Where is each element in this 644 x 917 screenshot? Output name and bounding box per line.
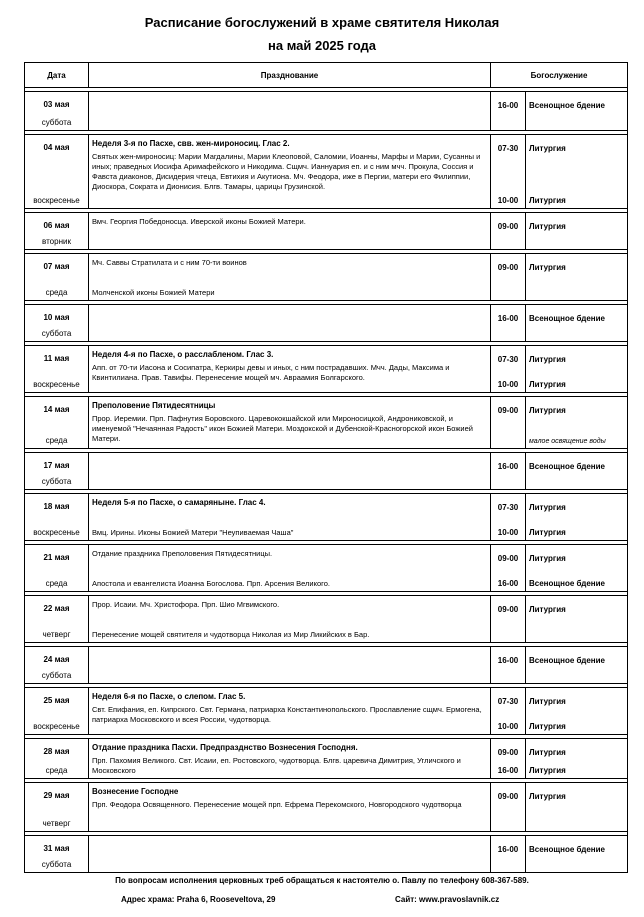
service-name: Всенощное бдение: [529, 845, 606, 854]
date: 17 мая: [43, 461, 70, 470]
service-name: Литургия: [529, 503, 566, 512]
date: 03 мая: [43, 100, 70, 109]
service-name: Литургия: [529, 554, 566, 563]
service-time-2: 16-00: [497, 766, 519, 775]
service-time: 09-00: [497, 792, 519, 801]
feast-text: Апп. от 70-ти Иасона и Сосипатра, Керкиры девы и иных, с ним пострадавших. Мчч. Дады, Максима и Квинтилиана. Прав. Тавифы. Перенесение мощей мч. Авраамия Болгарского.: [92, 363, 450, 382]
service-name: Литургия: [529, 263, 566, 272]
service-cell: [526, 494, 628, 541]
weekday: воскресенье: [33, 528, 80, 537]
service-name: Всенощное бдение: [529, 314, 606, 323]
time-cell: [491, 783, 526, 832]
feast-cell: [89, 453, 491, 490]
time-cell: [491, 92, 526, 131]
table-header-row: [25, 63, 628, 88]
feast-cell: [89, 739, 491, 779]
date: 04 мая: [43, 143, 70, 152]
service-name-2: Литургия: [529, 380, 566, 389]
table-row: [25, 305, 628, 342]
service-cell: [526, 596, 628, 643]
page-title: Расписание богослужений в храме святителя Николая: [144, 15, 500, 30]
column-header-feast: Празднование: [89, 63, 491, 88]
schedule-body: [25, 88, 628, 873]
time-cell: [491, 494, 526, 541]
date-cell: [25, 739, 89, 779]
service-cell: [526, 647, 628, 684]
feast-title: Неделя 4-я по Пасхе, о расслабленом. Глас 3.: [92, 350, 274, 359]
feast-cell: [89, 305, 491, 342]
service-time-2: 10-00: [497, 722, 519, 731]
table-row: [25, 596, 628, 643]
service-cell: [526, 305, 628, 342]
service-time: 09-00: [497, 554, 519, 563]
date: 11 мая: [43, 354, 70, 363]
date: 24 мая: [43, 655, 70, 664]
service-name: Всенощное бдение: [529, 101, 606, 110]
service-time: 16-00: [497, 314, 519, 323]
footer-site: Сайт: www.pravoslavnik.cz: [395, 895, 500, 904]
date-cell: [25, 397, 89, 449]
feast-title: Преполовение Пятидесятницы: [92, 401, 216, 410]
feast-cell: [89, 346, 491, 393]
date-cell: [25, 346, 89, 393]
service-name-2: Литургия: [529, 766, 566, 775]
service-time-2: 10-00: [497, 196, 519, 205]
service-time: 16-00: [497, 656, 519, 665]
table-row: [25, 254, 628, 301]
feast-text: Святых жен-мироносиц: Марии Магдалины, Марии Клеоповой, Саломии, Иоанны, Марфы и Марии, Сусанны и иных; праведных Иосифа Аримафейского и Никодима. Сщмч. Ианнуария еп. и с ним мчч. Прокула, Соссия и Фавста диаконов, Дисидерия чтеца, Евтихия и Акутиона. Мч. Феодора, иже в Пергии, матери его Филиппии, Диоскора, Сократа и Дионисия. Блгв. Тамары, царицы Грузинской.: [92, 152, 481, 191]
date-cell: [25, 494, 89, 541]
feast-text: Свт. Епифания, еп. Кипрского. Свт. Германа, патриарха Константинопольского. Прославление сщмч. Ермогена, патриарха Московского и всея России, чудотворца.: [92, 705, 482, 724]
date-cell: [25, 688, 89, 735]
service-cell: [526, 254, 628, 301]
column-header-date: Дата: [25, 63, 89, 88]
feast-text: Вмч. Георгия Победоносца. Иверской иконы Божией Матери.: [92, 217, 306, 226]
time-cell: [491, 213, 526, 250]
weekday: среда: [45, 436, 68, 445]
footer-address: Адрес храма: Praha 6, Rooseveltova, 29: [121, 895, 276, 904]
time-cell: [491, 453, 526, 490]
schedule-table: [24, 62, 628, 873]
date: 21 мая: [43, 553, 70, 562]
service-name: Литургия: [529, 605, 566, 614]
service-name-2: Всенощное бдение: [529, 579, 606, 588]
service-name: Литургия: [529, 697, 566, 706]
service-name: Литургия: [529, 144, 566, 153]
weekday: среда: [45, 579, 68, 588]
service-name: Литургия: [529, 222, 566, 231]
date: 25 мая: [43, 696, 70, 705]
date-cell: [25, 545, 89, 592]
date-cell: [25, 453, 89, 490]
service-time: 09-00: [497, 748, 519, 757]
date-cell: [25, 305, 89, 342]
time-cell: [491, 596, 526, 643]
weekday: четверг: [42, 630, 71, 639]
service-name-2: Литургия: [529, 528, 566, 537]
feast-text: Отдание праздника Преполовения Пятидесятницы.: [92, 549, 273, 558]
service-name: Всенощное бдение: [529, 656, 606, 665]
feast-secondary: Апостола и евангелиста Иоанна Богослова. Прп. Арсения Великого.: [92, 579, 330, 588]
date-cell: [25, 254, 89, 301]
weekday: воскресенье: [33, 380, 80, 389]
service-time: 16-00: [497, 845, 519, 854]
weekday: суббота: [41, 329, 72, 338]
table-row: [25, 135, 628, 209]
weekday: суббота: [41, 477, 72, 486]
service-time: 09-00: [497, 406, 519, 415]
service-time: 09-00: [497, 222, 519, 231]
date-cell: [25, 92, 89, 131]
date-cell: [25, 135, 89, 209]
date: 10 мая: [43, 313, 70, 322]
time-cell: [491, 397, 526, 449]
table-row: [25, 453, 628, 490]
service-time: 07-30: [497, 697, 519, 706]
table-row: [25, 688, 628, 735]
weekday: четверг: [42, 819, 71, 828]
time-cell: [491, 545, 526, 592]
service-time: 09-00: [497, 605, 519, 614]
date: 06 мая: [43, 221, 70, 230]
feast-text: Прор. Иеремии. Прп. Пафнутия Боровского. Царевококшайской или Мироносицкой, Андрониковской, и именуемой "Нечаянная Радость" икон Божией Матери. Моздокской и Дубенской-Красногорской икон Божией Матери.: [92, 414, 473, 443]
feast-cell: [89, 688, 491, 735]
date: 18 мая: [43, 502, 70, 511]
date-cell: [25, 213, 89, 250]
time-cell: [491, 688, 526, 735]
service-name: Литургия: [529, 792, 566, 801]
service-name-2: Литургия: [529, 196, 566, 205]
time-cell: [491, 647, 526, 684]
feast-title: Неделя 5-я по Пасхе, о самаряныне. Глас 4.: [92, 498, 266, 507]
service-cell: [526, 397, 628, 449]
feast-title: Вознесение Господне: [92, 787, 179, 796]
table-row: [25, 397, 628, 449]
service-time-2: 10-00: [497, 528, 519, 537]
feast-cell: [89, 545, 491, 592]
weekday: среда: [45, 766, 68, 775]
feast-cell: [89, 213, 491, 250]
service-cell: [526, 346, 628, 393]
weekday: суббота: [41, 860, 72, 869]
service-name: Литургия: [529, 355, 566, 364]
time-cell: [491, 346, 526, 393]
weekday: вторник: [42, 237, 71, 246]
service-time: 07-30: [497, 355, 519, 364]
service-cell: [526, 135, 628, 209]
weekday: суббота: [41, 671, 72, 680]
feast-cell: [89, 494, 491, 541]
feast-text: Мч. Саввы Стратилата и с ним 70-ти воинов: [92, 258, 247, 267]
footer-contact: По вопросам исполнения церковных треб обращаться к настоятелю о. Павлу по телефону 608-367-589.: [115, 876, 529, 885]
service-time-2: 10-00: [497, 380, 519, 389]
feast-title: Неделя 6-я по Пасхе, о слепом. Глас 5.: [92, 692, 246, 701]
feast-cell: [89, 836, 491, 873]
date: 29 мая: [43, 791, 70, 800]
service-cell: [526, 92, 628, 131]
service-name: Литургия: [529, 406, 566, 415]
service-time: 16-00: [497, 101, 519, 110]
service-cell: [526, 739, 628, 779]
table-row: [25, 346, 628, 393]
feast-cell: [89, 647, 491, 684]
column-header-service: Богослужение: [491, 63, 628, 88]
date-cell: [25, 596, 89, 643]
feast-cell: [89, 783, 491, 832]
table-row: [25, 545, 628, 592]
time-cell: [491, 739, 526, 779]
date: 28 мая: [43, 747, 70, 756]
table-row: [25, 92, 628, 131]
table-row: [25, 783, 628, 832]
date-cell: [25, 836, 89, 873]
feast-secondary: Перенесение мощей святителя и чудотворца Николая из Мир Ликийских в Бар.: [92, 630, 370, 639]
service-cell: [526, 545, 628, 592]
service-cell: [526, 688, 628, 735]
date-cell: [25, 647, 89, 684]
feast-cell: [89, 254, 491, 301]
service-cell: [526, 453, 628, 490]
feast-secondary: Молченской иконы Божией Матери: [92, 288, 215, 297]
weekday: воскресенье: [33, 196, 80, 205]
feast-cell: [89, 92, 491, 131]
date: 22 мая: [43, 604, 70, 613]
date-cell: [25, 783, 89, 832]
time-cell: [491, 254, 526, 301]
feast-cell: [89, 135, 491, 209]
service-time: 16-00: [497, 462, 519, 471]
table-row: [25, 647, 628, 684]
service-time-2: 16-00: [497, 579, 519, 588]
service-name: Литургия: [529, 748, 566, 757]
feast-cell: [89, 596, 491, 643]
feast-cell: [89, 397, 491, 449]
date: 07 мая: [43, 262, 70, 271]
service-time: 07-30: [497, 503, 519, 512]
service-name: Всенощное бдение: [529, 462, 606, 471]
service-time: 09-00: [497, 263, 519, 272]
weekday: воскресенье: [33, 722, 80, 731]
table-row: [25, 494, 628, 541]
table-row: [25, 836, 628, 873]
time-cell: [491, 305, 526, 342]
feast-text: Прор. Исаии. Мч. Христофора. Прп. Шио Мгвимского.: [92, 600, 280, 609]
page-subtitle: на май 2025 года: [268, 38, 376, 53]
time-cell: [491, 836, 526, 873]
weekday: среда: [45, 288, 68, 297]
date: 14 мая: [43, 405, 70, 414]
service-note: малое освящение воды: [529, 438, 606, 445]
service-name-2: Литургия: [529, 722, 566, 731]
feast-title: Отдание праздника Пасхи. Предпразднство Вознесения Господня.: [92, 743, 358, 752]
service-cell: [526, 783, 628, 832]
feast-text: Прп. Феодора Освященного. Перенесение мощей прп. Ефрема Перекомского, Новгородского чудотворца: [92, 800, 462, 809]
date: 31 мая: [43, 844, 70, 853]
service-cell: [526, 836, 628, 873]
table-row: [25, 213, 628, 250]
feast-secondary: Вмц. Ирины. Иконы Божией Матери "Неупиваемая Чаша": [92, 528, 294, 537]
feast-title: Неделя 3-я по Пасхе, свв. жен-мироносиц. Глас 2.: [92, 139, 290, 148]
time-cell: [491, 135, 526, 209]
table-row: [25, 739, 628, 779]
feast-text: Прп. Пахомия Великого. Свт. Исаии, еп. Ростовского, чудотворца. Блгв. царевича Димитрия, Угличского и Московского: [92, 756, 461, 775]
service-time: 07-30: [497, 144, 519, 153]
weekday: суббота: [41, 118, 72, 127]
service-cell: [526, 213, 628, 250]
